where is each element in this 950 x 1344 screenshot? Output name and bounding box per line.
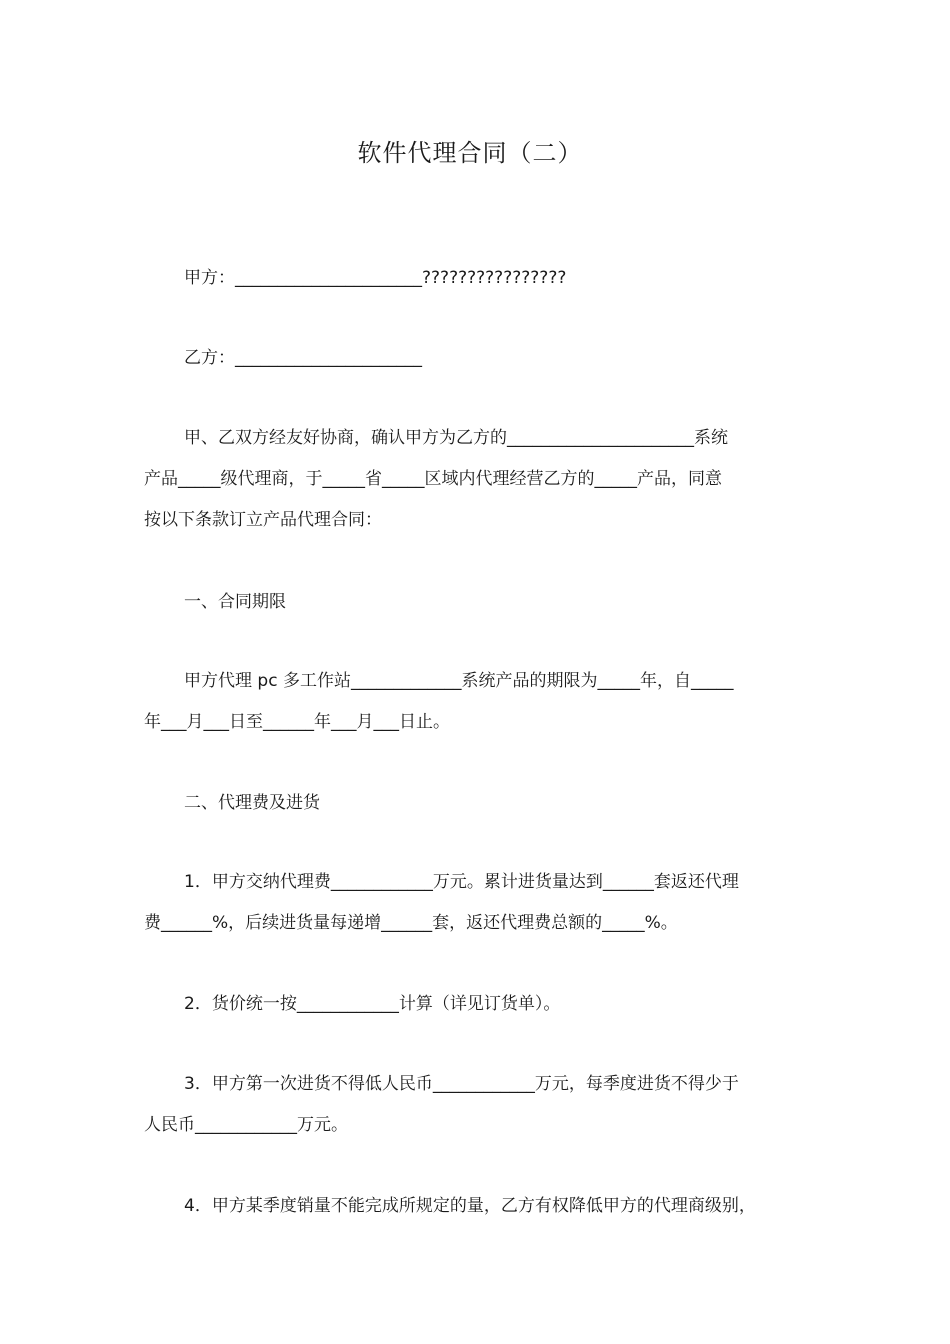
intro-paragraph-line: 甲、乙双方经友好协商，确认甲方为乙方的______________________系统 — [184, 428, 728, 448]
term-paragraph-line: 甲方代理 pc 多工作站_____________系统产品的期限为_____年，自_____ — [184, 671, 734, 691]
clause-line: 3．甲方第一次进货不得低人民币____________万元，每季度进货不得少于 — [184, 1074, 739, 1094]
clause-line: 人民币____________万元。 — [144, 1115, 348, 1135]
intro-paragraph-line: 产品_____级代理商，于_____省_____区域内代理经营乙方的_____产品，同意 — [144, 469, 722, 489]
party-a-line: 甲方：______________________???????????????? — [184, 268, 567, 288]
intro-paragraph-line: 按以下条款订立产品代理合同： — [144, 510, 382, 530]
term-paragraph-line: 年___月___日至______年___月___日止。 — [144, 712, 450, 732]
document-title: 软件代理合同（二） — [357, 139, 583, 167]
clause-line: 费______%，后续进货量每递增______套，返还代理费总额的_____%。 — [144, 913, 678, 933]
clause-line: 1．甲方交纳代理费____________万元。累计进货量达到______套返还代理 — [184, 872, 739, 892]
clause-line: 4．甲方某季度销量不能完成所规定的量，乙方有权降低甲方的代理商级别， — [184, 1196, 756, 1216]
clause-line: 2．货价统一按____________计算（详见订货单）。 — [184, 994, 561, 1014]
section-heading: 一、合同期限 — [184, 592, 286, 612]
party-b-line: 乙方：______________________ — [184, 348, 422, 368]
section-heading: 二、代理费及进货 — [184, 793, 320, 813]
